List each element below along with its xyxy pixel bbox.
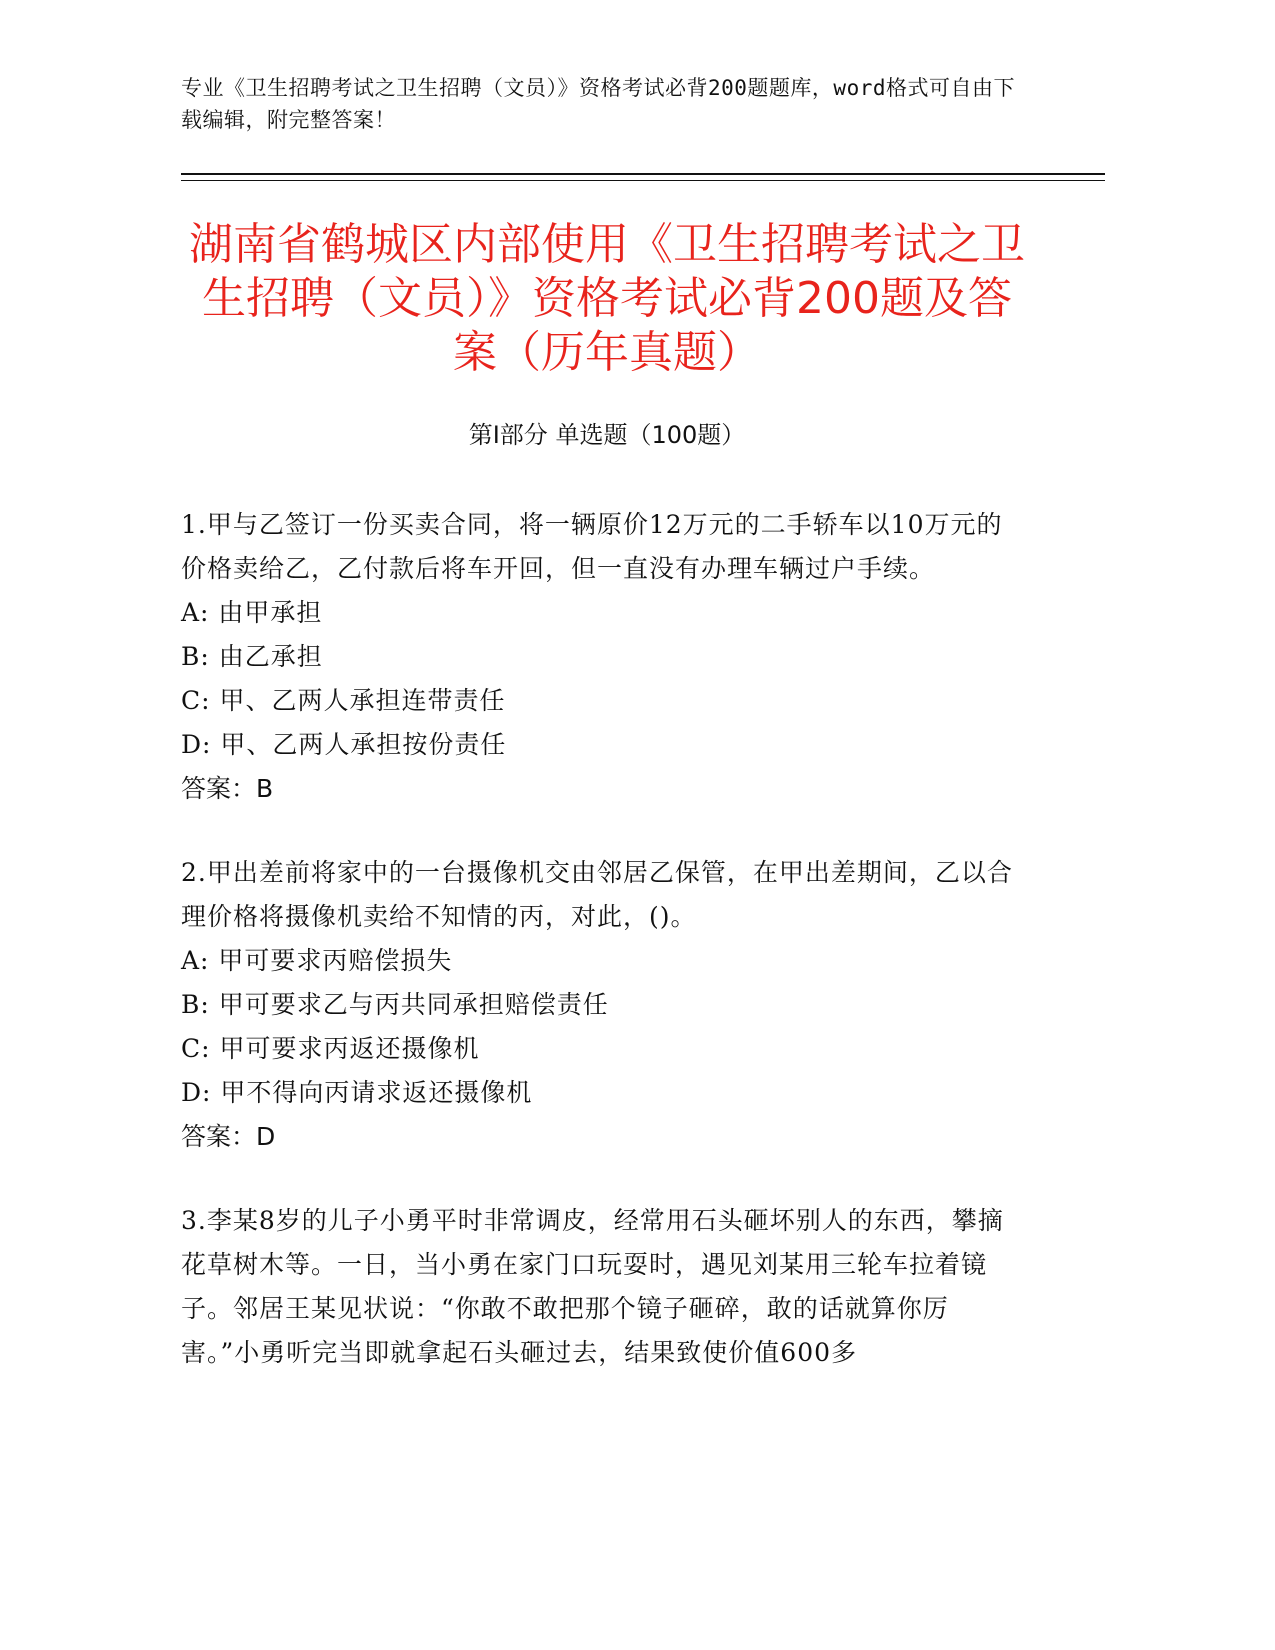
option-b: B: 甲可要求乙与丙共同承担赔偿责任 — [181, 990, 609, 1019]
option-c: C: 甲、乙两人承担连带责任 — [181, 686, 506, 715]
section-title: 第Ⅰ部分 单选题（100题） — [468, 421, 746, 449]
answer-line: 答案：D — [181, 1122, 276, 1151]
option-c: C: 甲可要求丙返还摄像机 — [181, 1034, 480, 1063]
option-b: B: 由乙承担 — [181, 642, 323, 671]
option-a: A: 甲可要求丙赔偿损失 — [181, 946, 453, 975]
question-stem: 2.甲出差前将家中的一台摄像机交由邻居乙保管，在甲出差期间，乙以合理价格将摄像机卖给不知情的丙，对此，()。 — [181, 858, 1013, 931]
option-a: A: 由甲承担 — [181, 598, 323, 627]
header-divider-thin — [181, 180, 1105, 181]
question-item — [181, 1199, 1023, 1375]
option-d: D: 甲、乙两人承担按份责任 — [181, 730, 507, 759]
question-item — [181, 503, 1023, 811]
question-stem: 3.李某8岁的儿子小勇平时非常调皮，经常用石头砸坏别人的东西，攀摘花草树木等。一日，当小勇在家门口玩耍时，遇见刘某用三轮车拉着镜子。邻居王某见状说：“你敢不敢把那个镜子砸碎，敢的话就算你厉害。”小勇听完当即就拿起石头砸过去，结果致使价值600多 — [181, 1206, 1004, 1367]
header-note: 专业《卫生招聘考试之卫生招聘（文员）》资格考试必背200题题库，word格式可自由下载编辑，附完整答案！ — [181, 76, 1015, 132]
question-list — [181, 503, 1023, 1415]
option-d: D: 甲不得向丙请求返还摄像机 — [181, 1078, 533, 1107]
question-item — [181, 851, 1023, 1159]
answer-line: 答案：B — [181, 774, 274, 803]
document-title: 湖南省鹤城区内部使用《卫生招聘考试之卫生招聘（文员）》资格考试必背200题及答案（历年真题） — [189, 219, 1025, 378]
question-stem: 1.甲与乙签订一份买卖合同，将一辆原价12万元的二手轿车以10万元的价格卖给乙，乙付款后将车开回，但一直没有办理车辆过户手续。 — [181, 510, 1003, 583]
header-divider-thick — [181, 173, 1105, 175]
